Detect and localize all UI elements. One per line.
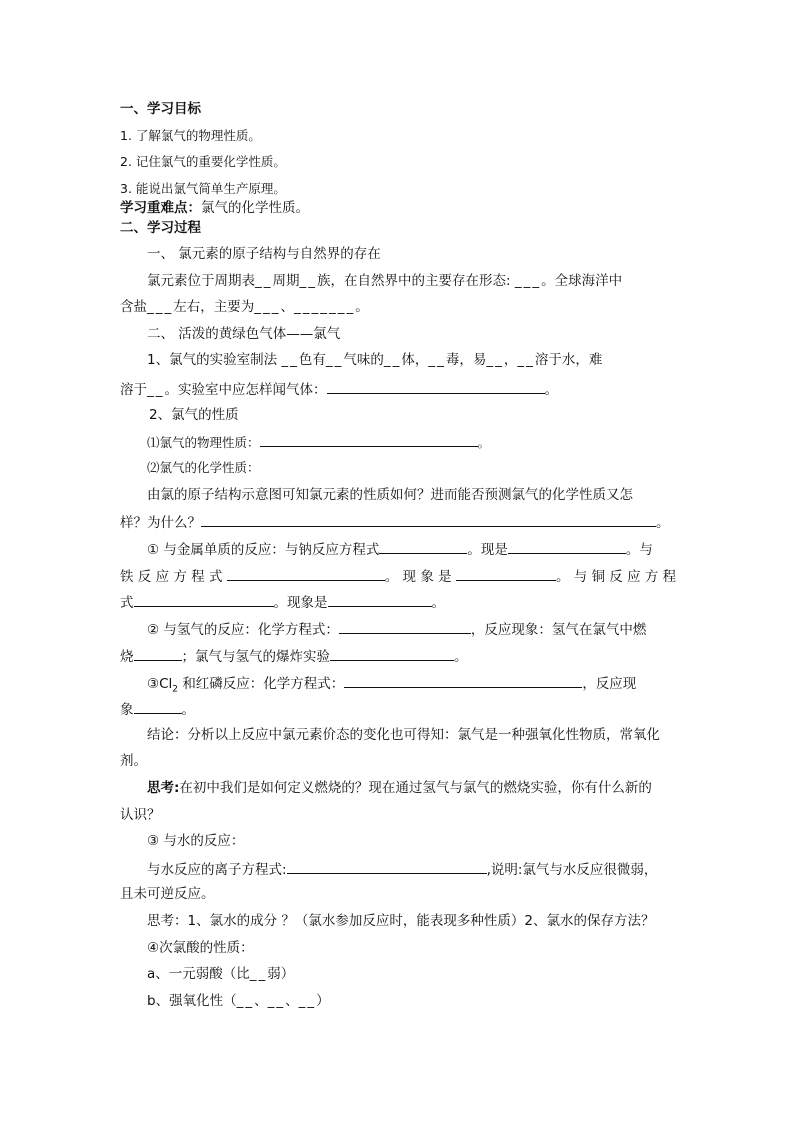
fill-blank: __ <box>267 993 286 1009</box>
text: 样？为什么？ <box>120 515 201 531</box>
text: 体， <box>401 352 429 368</box>
text: 色有 <box>298 352 326 368</box>
fill-blank: __ <box>428 352 446 368</box>
fill-blank: __ <box>298 993 317 1009</box>
think-question-2: 思考：1、氯水的成分 ？（氯水参加反应时，能表现多种性质）2、氯水的保存方法？ <box>147 913 655 929</box>
text: 。 <box>355 299 369 315</box>
hclo-title: ④次氯酸的性质： <box>147 940 254 956</box>
part2-title: 二、 活泼的黄绿色气体——氯气 <box>147 326 341 342</box>
text: 在初中我们是如何定义燃烧的？现在通过氢气与氯气的燃烧实验，你有什么新的 <box>179 780 652 796</box>
text: 气味的 <box>343 352 384 368</box>
answer-blank[interactable] <box>287 860 487 874</box>
phosphorus-observation <box>120 700 195 718</box>
text: 。现象是 <box>273 595 328 611</box>
text: a、一元弱酸（比 <box>147 966 250 982</box>
predict-line2 <box>120 513 670 531</box>
answer-blank[interactable] <box>134 593 274 607</box>
text: 、 <box>254 993 268 1009</box>
phys-props <box>147 433 490 451</box>
text: 。现是 <box>467 542 508 558</box>
fill-blank: __ <box>281 352 299 368</box>
text: 。 <box>656 515 670 531</box>
text: 。 <box>431 595 445 611</box>
process-heading: 二、学习过程 <box>120 220 201 236</box>
water-reaction <box>147 860 657 878</box>
text: ， <box>503 352 518 368</box>
answer-blank[interactable] <box>327 380 545 394</box>
answer-blank[interactable] <box>328 593 432 607</box>
hclo-weak-acid <box>147 966 294 982</box>
text: ② 与氢气的反应：化学方程式： <box>147 622 339 638</box>
text: ③Cl <box>147 676 173 692</box>
answer-blank[interactable] <box>260 433 478 447</box>
text: 左右，主要为 <box>173 299 255 315</box>
text: 。 <box>544 382 558 398</box>
text: 溶于水，难 <box>534 352 603 368</box>
key-points-text: 氯气的化学性质。 <box>201 200 309 216</box>
text: 。 <box>181 702 195 718</box>
text: ；氯气与氢气的爆炸实验 <box>181 649 330 665</box>
objective-item: 3. 能说出氯气简单生产原理。 <box>120 181 286 196</box>
iron-reaction <box>120 567 676 585</box>
water-reaction-line2: 且未可逆反应。 <box>120 886 215 902</box>
fill-blank: __ <box>249 966 268 982</box>
text: 毒，易 <box>445 352 487 368</box>
text: ,说明:氯气与水反应很微弱， <box>486 862 658 878</box>
fill-blank: __ <box>517 352 535 368</box>
conclusion-line2: 剂。 <box>120 753 147 769</box>
text: 象 <box>120 702 134 718</box>
answer-blank[interactable] <box>134 647 182 661</box>
fill-blank: ___ <box>254 299 281 315</box>
text: 。实验室中应怎样闻气体： <box>164 382 327 398</box>
copper-reaction <box>120 593 445 611</box>
fill-blank: __ <box>255 273 273 289</box>
hclo-oxidizing <box>147 993 330 1009</box>
text: 、 <box>280 299 294 315</box>
think-label: 思考: <box>147 780 180 796</box>
text: 与水反应的离子方程式: <box>147 862 287 878</box>
fill-blank: __ <box>486 352 504 368</box>
text: 铁 反 应 方 程 式 <box>120 569 223 585</box>
key-points-label: 学习重难点： <box>120 200 201 216</box>
fill-blank: __ <box>325 352 344 368</box>
lab-line1 <box>147 352 602 368</box>
answer-blank[interactable] <box>456 567 556 581</box>
answer-blank[interactable] <box>134 700 182 714</box>
text: ⑴氯气的物理性质： <box>147 435 260 450</box>
text: 弱） <box>267 966 295 982</box>
h2-reaction <box>147 620 646 638</box>
conclusion-line1: 结论：分析以上反应中氯元素价态的变化也可得知：氯气是一种强氧化性物质，常氧化 <box>147 727 660 743</box>
h2-combustion <box>120 647 468 665</box>
water-title: ③ 与水的反应： <box>147 833 245 849</box>
fill-blank: ___ <box>147 299 174 315</box>
text: ，反应现象：氢气在氯气中燃 <box>470 622 647 638</box>
think-line2: 认识？ <box>120 807 161 823</box>
fill-blank: ___ <box>514 273 542 289</box>
text: 烧 <box>120 649 134 665</box>
text: 含盐 <box>120 299 147 315</box>
answer-blank[interactable] <box>344 674 582 688</box>
objective-item: 1. 了解氯气的物理性质。 <box>120 128 261 143</box>
fill-blank: __ <box>147 382 165 398</box>
answer-blank[interactable] <box>339 620 471 634</box>
text: 溶于 <box>120 382 147 398</box>
text: 周期 <box>272 273 300 289</box>
text: 氯元素位于周期表 <box>147 273 255 289</box>
text: ） <box>316 993 330 1009</box>
phosphorus-reaction <box>147 674 636 698</box>
text: 族，在自然界中的主要存在形态: <box>317 273 511 289</box>
answer-blank[interactable] <box>201 513 656 527</box>
props-title: 2、氯气的性质 <box>149 407 239 423</box>
part1-line2 <box>120 299 369 315</box>
fill-blank: __ <box>236 993 255 1009</box>
answer-blank[interactable] <box>330 647 454 661</box>
fill-blank: _______ <box>294 299 356 315</box>
lab-line2 <box>120 380 558 398</box>
text: ，反应现 <box>582 676 637 692</box>
text: 。 <box>477 435 491 450</box>
answer-blank[interactable] <box>508 540 626 554</box>
objectives-heading: 一、学习目标 <box>120 101 201 117</box>
answer-blank[interactable] <box>379 540 467 554</box>
text: 。 现 象 是 <box>384 569 452 585</box>
think-line1 <box>147 780 652 796</box>
text: 。全球海洋中 <box>541 273 623 289</box>
text: 、 <box>285 993 299 1009</box>
text: 1、氯气的实验室制法 <box>147 352 278 368</box>
part1-title: 一、 氯元素的原子结构与自然界的存在 <box>147 246 381 262</box>
text: b、强氧化性（ <box>147 993 237 1009</box>
fill-blank: __ <box>299 273 317 289</box>
fill-blank: __ <box>383 352 402 368</box>
key-points <box>120 200 309 216</box>
text: 。 <box>454 649 468 665</box>
metal-reaction <box>147 540 653 558</box>
answer-blank[interactable] <box>227 567 385 581</box>
subscript: 2 <box>172 684 179 695</box>
objective-item: 2. 记住氯气的重要化学性质。 <box>120 154 286 169</box>
part1-line1 <box>147 273 622 289</box>
text: 。与 <box>625 542 653 558</box>
text: 。 与 铜 反 应 方 程 <box>555 569 677 585</box>
predict-line1: 由氯的原子结构示意图可知氯元素的性质如何？进而能否预测氯气的化学性质又怎 <box>147 487 633 503</box>
chem-props-label: ⑵氯气的化学性质： <box>147 460 260 475</box>
text: 和红磷反应：化学方程式： <box>182 676 345 692</box>
text: ① 与金属单质的反应：与钠反应方程式 <box>147 542 380 558</box>
text: 式 <box>120 595 134 611</box>
